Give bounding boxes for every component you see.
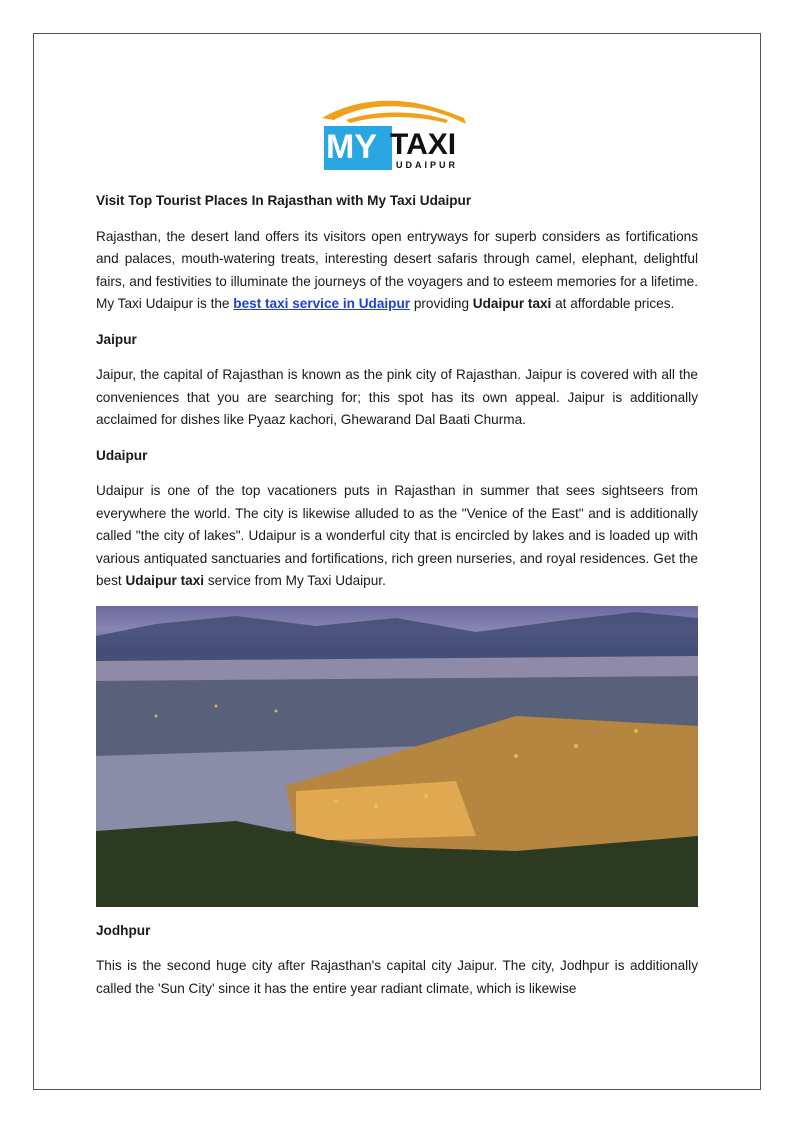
udaipur-text: Udaipur is one of the top vacationers puts in Rajasthan in summer that sees sightseers from everywhere the world. The city is likewise alluded to as the "Venice of the East" and is additionally called "the city of lakes". Udaipur is a wonderful city that is encircled by lakes and is loaded up with various antiquated sanctuaries and fortifications, rich green nurseries, and royal residences. Get the best xyxy=(96,483,698,588)
my-taxi-udaipur-logo xyxy=(316,96,476,172)
svg-text:UDAIPUR: UDAIPUR xyxy=(396,160,459,170)
udaipur-bold: Udaipur taxi xyxy=(125,573,205,588)
intro-text: at affordable prices. xyxy=(551,296,675,311)
document-body xyxy=(96,190,698,1013)
intro-text: providing xyxy=(410,296,473,311)
udaipur-heading: Udaipur xyxy=(96,447,148,463)
intro-paragraph xyxy=(96,226,698,316)
intro-bold: Udaipur taxi xyxy=(472,296,552,311)
udaipur-text: service from My Taxi Udaipur. xyxy=(204,573,386,588)
udaipur-city-photo xyxy=(96,606,698,907)
document-title: Visit Top Tourist Places In Rajasthan with My Taxi Udaipur xyxy=(96,193,472,208)
svg-text:MY: MY xyxy=(326,128,377,166)
jodhpur-paragraph: This is the second huge city after Rajasthan's capital city Jaipur. The city, Jodhpur is additionally called the 'Sun City' since it has the entire year radiant climate, which is likewise xyxy=(96,958,698,996)
jaipur-heading: Jaipur xyxy=(96,331,137,347)
intro-text: Rajasthan, the desert land offers its visitors open entryways for superb considers as fortifications and palaces, mouth-watering treats, interesting desert safaris through camel, elephant, delightful fairs, and festivities to illuminate the journeys of the voyagers and to esteem memories for a lifetime. My Taxi Udaipur is the xyxy=(96,228,698,311)
udaipur-paragraph xyxy=(96,480,698,593)
jaipur-paragraph: Jaipur, the capital of Rajasthan is known as the pink city of Rajasthan. Jaipur is covered with all the conveniences that you are searching for; this spot has its own appeal. Jaipur is additionally acclaimed for dishes like Pyaaz kachori, Ghewarand Dal Baati Churma. xyxy=(96,367,698,427)
best-taxi-service-link[interactable]: best taxi service in Udaipur xyxy=(233,296,411,311)
jodhpur-heading: Jodhpur xyxy=(96,922,151,938)
svg-text:TAXI: TAXI xyxy=(390,128,457,161)
